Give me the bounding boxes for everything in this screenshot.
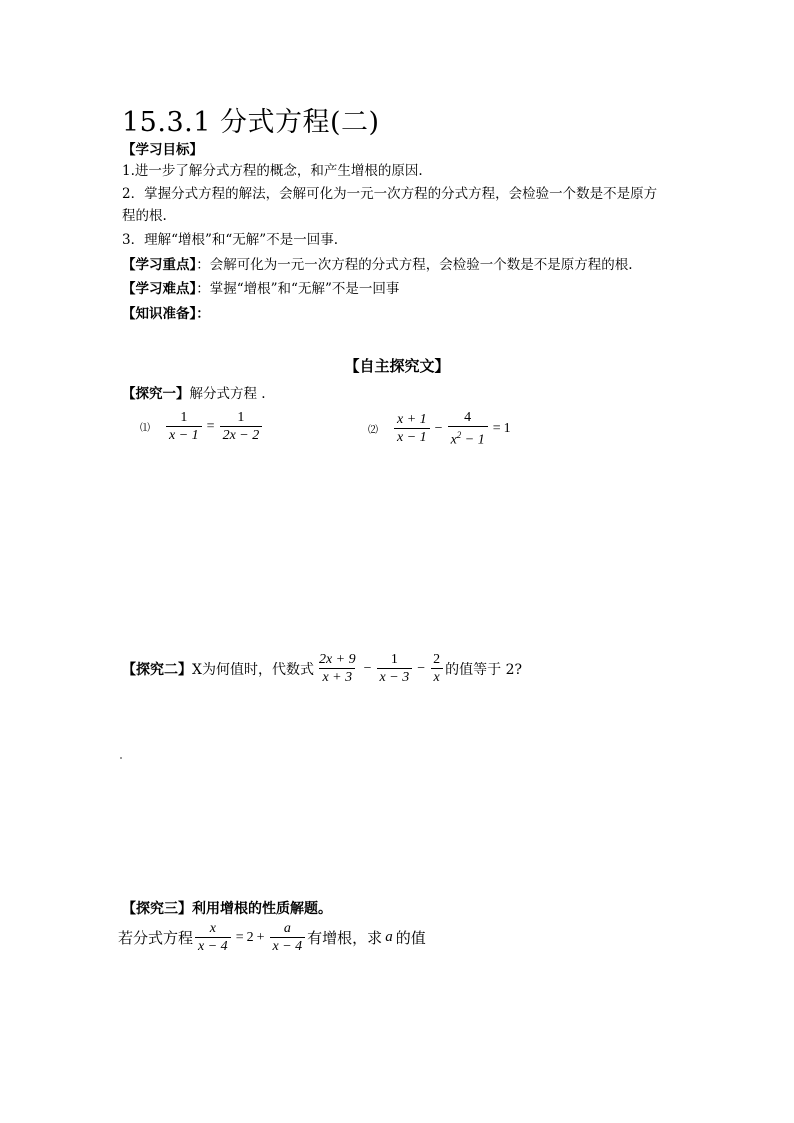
explore3-left-numerator: x <box>209 921 216 936</box>
explore2-post: 的值等于 2? <box>445 661 522 678</box>
eq1-left-numerator: 1 <box>180 410 188 425</box>
explore3-equals: = <box>235 929 244 945</box>
eq2-second-denominator <box>448 426 488 449</box>
eq1-equals: = <box>206 418 215 434</box>
explore3-left-fraction <box>195 920 231 955</box>
explore2-minus-1: − <box>363 660 372 676</box>
equation-2-number: ⑵ <box>368 425 378 437</box>
explore3-left-denominator: x − 4 <box>195 937 231 955</box>
eq2-den-base: x <box>450 432 457 448</box>
eq2-rhs: 1 <box>503 420 511 436</box>
explore2-f1-denominator: x + 3 <box>319 668 355 686</box>
prep-text: ： <box>196 306 210 322</box>
section-title: 【自主探究文】 <box>344 357 450 375</box>
eq2-equals: = <box>492 420 501 436</box>
equation-2 <box>368 409 511 449</box>
explore1-row <box>122 385 266 403</box>
explore3-right-fraction <box>270 920 306 955</box>
goals-heading: 【学习目标】 <box>122 142 203 158</box>
eq1-left-denominator: x − 1 <box>166 426 202 444</box>
explore2-fraction-3 <box>430 651 443 686</box>
explore3-right-numerator: a <box>283 921 291 936</box>
prep-row <box>122 305 210 323</box>
explore2-pre: X为何值时，代数式 <box>192 661 314 678</box>
explore3-equation <box>118 920 426 955</box>
explore1-text: 解分式方程 . <box>189 386 266 402</box>
eq2-den-exponent: 2 <box>456 430 462 440</box>
key-point-label: 【学习重点】 <box>122 257 197 273</box>
eq1-right-fraction <box>220 409 263 444</box>
eq2-second-numerator: 4 <box>464 410 472 425</box>
explore2-minus-2: − <box>417 660 426 676</box>
explore2-f2-numerator: 1 <box>390 652 398 667</box>
goal-item-2-cont: 程的根. <box>122 208 167 224</box>
explore3-text: 利用增根的性质解题。 <box>192 901 332 917</box>
explore3-mid: 有增根，求 <box>307 929 383 947</box>
page-title: 15.3.1 分式方程(二) <box>122 107 380 138</box>
explore3-variable: a <box>385 929 393 945</box>
key-point-text: ：会解可化为一元一次方程的分式方程，会检验一个数是不是原方程的根. <box>196 257 633 273</box>
explore3-plus: + <box>256 929 265 945</box>
difficulty-text: ：掌握“增根”和“无解”不是一回事 <box>196 281 400 297</box>
eq1-right-denominator: 2x − 2 <box>220 426 263 444</box>
explore2-fraction-2 <box>377 651 413 686</box>
explore2-f3-numerator: 2 <box>433 652 441 667</box>
explore3-right-denominator: x − 4 <box>270 937 306 955</box>
eq2-minus: − <box>434 420 443 436</box>
explore3-constant: 2 <box>246 929 254 945</box>
equation-1-number: ⑴ <box>140 423 150 434</box>
explore3-post: 的值 <box>395 929 426 947</box>
goal-item-2: 2．掌握分式方程的解法，会解可化为一元一次方程的分式方程，会检验一个数是不是原方 <box>122 186 658 202</box>
eq1-left-fraction <box>166 409 202 444</box>
goal-item-3: 3．理解“增根”和“无解”不是一回事. <box>122 232 338 248</box>
stray-mark <box>120 757 122 759</box>
explore1-label: 【探究一】 <box>122 386 190 402</box>
difficulty-label: 【学习难点】 <box>122 281 197 297</box>
eq2-first-fraction <box>394 411 430 446</box>
explore2-f2-denominator: x − 3 <box>377 668 413 686</box>
difficulty-row <box>122 280 399 298</box>
explore2-label: 【探究二】 <box>122 661 192 678</box>
explore2-row <box>122 651 522 686</box>
explore3-pre: 若分式方程 <box>118 929 194 947</box>
explore2-f1-numerator: 2x + 9 <box>318 652 356 667</box>
explore2-f3-denominator: x <box>431 668 443 686</box>
goal-item-1: 1.进一步了解分式方程的概念，和产生增根的原因. <box>122 163 423 179</box>
explore3-row <box>122 900 332 918</box>
eq2-first-numerator: x + 1 <box>397 412 427 428</box>
eq2-second-fraction <box>448 409 488 449</box>
explore2-fraction-1 <box>316 651 359 686</box>
eq2-den-rest: − 1 <box>461 432 485 448</box>
key-point-row <box>122 256 633 274</box>
equation-1 <box>140 409 264 444</box>
eq1-right-numerator: 1 <box>237 410 245 425</box>
eq2-first-denominator: x − 1 <box>394 428 430 446</box>
prep-label: 【知识准备】 <box>122 306 197 322</box>
explore3-label: 【探究三】 <box>122 901 192 917</box>
